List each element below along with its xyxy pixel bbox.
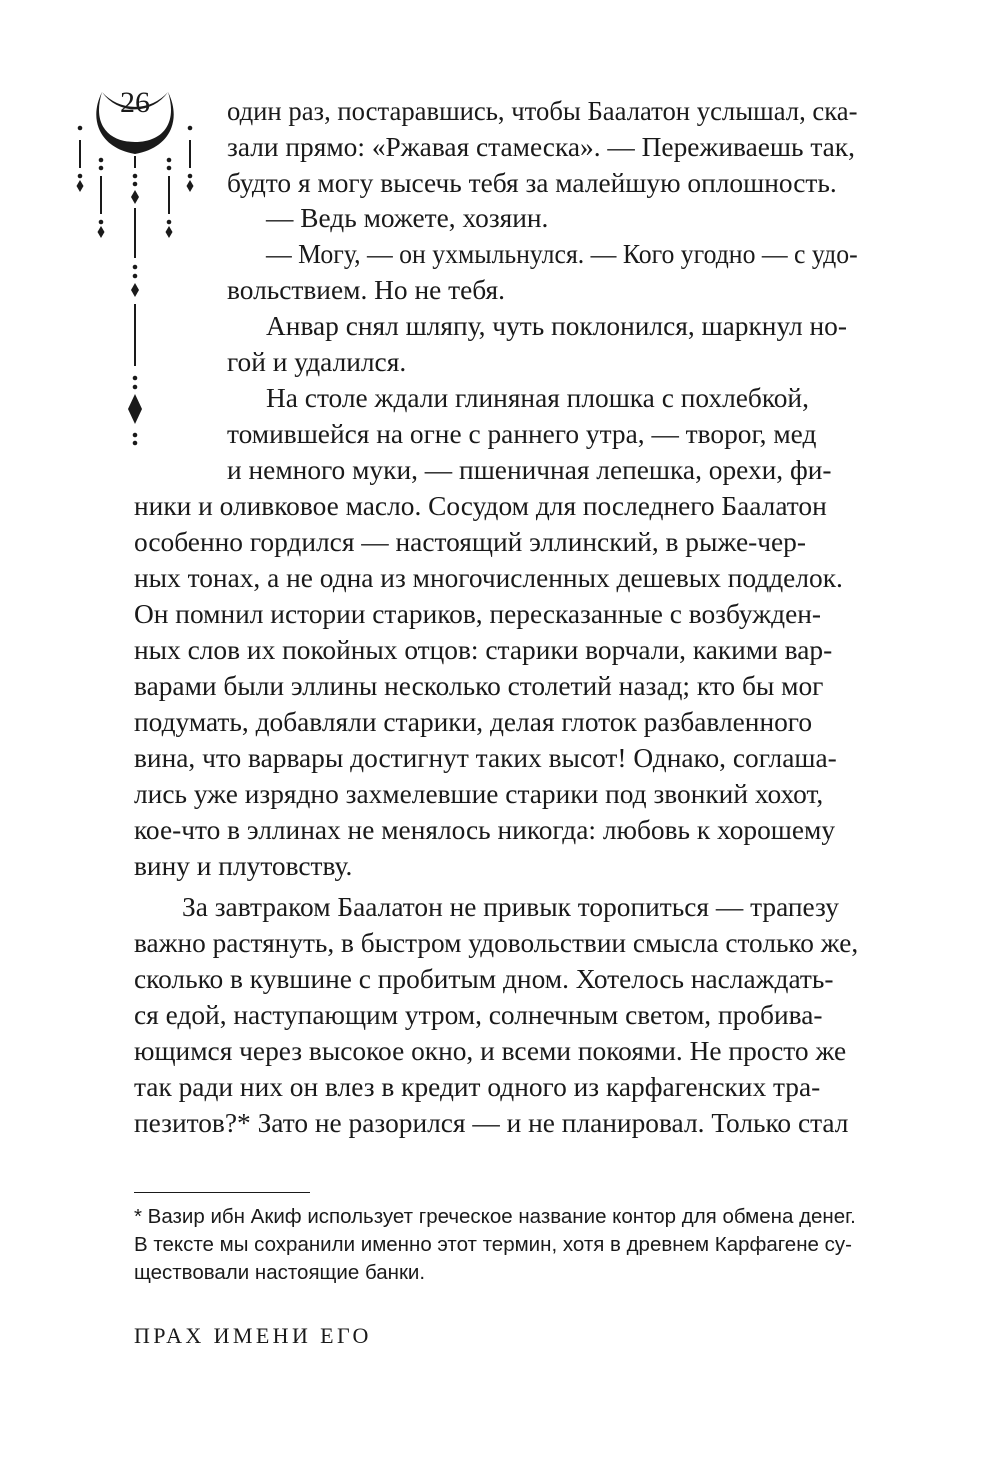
text-line: кое-что в эллинах не менялось никогда: любовь к хорошему xyxy=(134,815,836,845)
footnote-line: В тексте мы сохранили именно этот термин, хотя в древнем Карфагене су- xyxy=(134,1233,852,1256)
text-line: варами были эллины несколько столетий назад; кто бы мог xyxy=(134,671,824,701)
text-line: вина, что варвары достигнут таких высот! Однако, соглаша- xyxy=(134,743,837,773)
text-line: будто я могу высечь тебя за малейшую оплошность. xyxy=(227,168,837,198)
text-line: За завтраком Баалатон не привык торопиться — трапезу xyxy=(182,892,839,922)
text-line: Он помнил истории стариков, пересказанные с возбужден- xyxy=(134,599,822,629)
text-line: вольствием. Но не тебя. xyxy=(227,275,505,305)
text-line: ных тонах, а не одна из многочисленных дешевых подделок. xyxy=(134,563,843,593)
text-line: — Могу, — он ухмыльнулся. — Кого угодно — с удо- xyxy=(266,239,858,269)
text-line: сколько в кувшине с пробитым дном. Хотелось наслаждать- xyxy=(134,964,834,994)
text-line: один раз, постаравшись, чтобы Баалатон услышал, ска- xyxy=(227,96,858,126)
footnote-divider xyxy=(134,1192,310,1193)
text-line: ющимся через высокое окно, и всеми покоями. Не просто же xyxy=(134,1036,847,1066)
text-line: и немного муки, — пшеничная лепешка, орехи, фи- xyxy=(227,455,832,485)
crescent-moon-pendant-icon xyxy=(70,80,210,460)
footnote-line: ществовали настоящие банки. xyxy=(134,1261,426,1284)
text-line: особенно гордился — настоящий эллинский, в рыже-чер- xyxy=(134,527,806,557)
text-line: томившейся на огне с раннего утра, — творог, мед xyxy=(227,419,817,449)
footnote-line: * Вазир ибн Акиф использует греческое название контор для обмена денег. xyxy=(134,1205,856,1228)
running-footer-book-title: ПРАХ ИМЕНИ ЕГО xyxy=(134,1323,372,1348)
text-line: Анвар снял шляпу, чуть поклонился, шаркнул но- xyxy=(266,311,847,341)
text-line: ся едой, наступающим утром, солнечным светом, пробива- xyxy=(134,1000,823,1030)
text-line: гой и удалился. xyxy=(227,347,407,377)
text-line: ники и оливковое масло. Сосудом для последнего Баалатон xyxy=(134,491,827,521)
text-line: пезитов?* Зато не разорился — и не планировал. Только стал xyxy=(134,1108,849,1138)
text-line: ных слов их покойных отцов: старики ворчали, какими вар- xyxy=(134,635,833,665)
text-line: так ради них он влез в кредит одного из карфагенских тра- xyxy=(134,1072,821,1102)
text-line: подумать, добавляли старики, делая глоток разбавленного xyxy=(134,707,813,737)
text-line: зали прямо: «Ржавая стамеска». — Переживаешь так, xyxy=(227,132,855,162)
page-number: 26 xyxy=(120,86,150,119)
text-line: вину и плутовству. xyxy=(134,851,353,881)
text-line: — Ведь можете, хозяин. xyxy=(266,203,549,233)
text-line: На столе ждали глиняная плошка с похлебкой, xyxy=(266,383,809,413)
text-line: важно растянуть, в быстром удовольствии смысла столько же, xyxy=(134,928,859,958)
text-line: лись уже изрядно захмелевшие старики под звонкий хохот, xyxy=(134,779,824,809)
